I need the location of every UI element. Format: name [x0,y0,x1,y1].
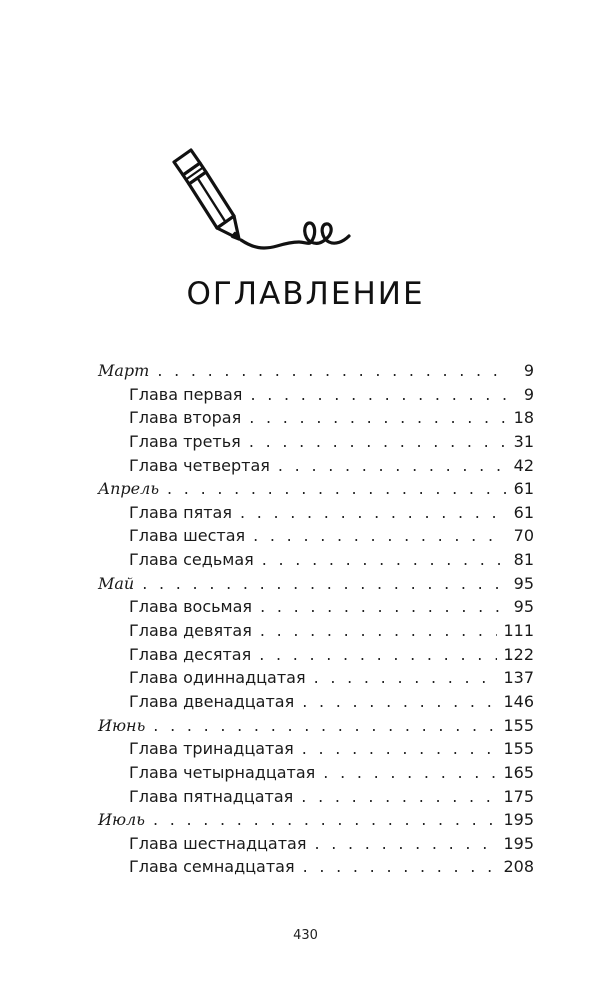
toc-entry-label: Глава первая [129,384,243,404]
toc-entry-page: 146 [503,691,534,711]
toc-entry-page: 208 [503,857,534,877]
pencil-icon [165,138,365,268]
toc-entry-label: Глава вторая [129,408,242,428]
toc-entry-label: Глава тринадцатая [129,739,294,759]
toc-chapter-entry [98,548,534,572]
toc-entry-label: Май [98,573,135,593]
toc-leader-dots [250,383,506,407]
toc-chapter-entry [98,524,534,548]
toc-entry-page: 70 [513,526,534,546]
toc-entry-label: Июль [98,810,145,830]
toc-entry-label: Апрель [98,479,160,499]
toc-entry-label: Глава шестнадцатая [129,833,307,853]
toc-entry-label: Глава одиннадцатая [129,668,306,688]
toc-leader-dots [314,832,497,856]
toc-entry-label: Глава четвертая [129,455,270,475]
page-title: ОГЛАВЛЕНИЕ [186,276,425,312]
toc-leader-dots [142,572,506,596]
toc-leader-dots [301,785,497,809]
page-number: 430 [293,928,318,943]
toc-entry-page: 95 [513,573,534,593]
toc-chapter-entry [98,406,534,430]
toc-leader-dots [153,714,497,738]
toc-leader-dots [303,855,498,879]
toc-leader-dots [302,737,498,761]
toc-entry-page: 165 [503,762,534,782]
toc-entry-page: 31 [513,431,534,451]
toc-chapter-entry [98,430,534,454]
toc-leader-dots [249,406,506,430]
toc-leader-dots [302,690,497,714]
toc-leader-dots [278,454,506,478]
toc-entry-label: Глава пятнадцатая [129,786,294,806]
toc-leader-dots [240,501,506,525]
toc-entry-label: Глава двенадцатая [129,691,295,711]
toc-entry-page: 195 [503,833,534,853]
toc-entry-page: 95 [513,597,534,617]
toc-entry-page: 61 [513,502,534,522]
toc-entry-label: Март [98,361,150,380]
toc-entry-label: Глава третья [129,431,241,451]
toc-month-entry [98,572,534,596]
toc-leader-dots [157,359,506,383]
toc-chapter-entry [98,619,534,643]
toc-chapter-entry [98,595,534,619]
toc-leader-dots [323,761,497,785]
table-of-contents [98,359,534,879]
toc-entry-label: Глава пятая [129,502,232,522]
toc-entry-label: Глава седьмая [129,550,254,570]
toc-entry-page: 81 [513,550,534,570]
toc-leader-dots [259,643,497,667]
toc-month-entry [98,477,534,501]
toc-entry-label: Глава четырнадцатая [129,762,316,782]
toc-leader-dots [153,808,498,832]
toc-entry-page: 18 [513,408,534,428]
toc-entry-page: 9 [523,361,534,380]
toc-chapter-entry [98,454,534,478]
toc-entry-page: 122 [503,644,534,664]
toc-leader-dots [249,430,506,454]
toc-chapter-entry [98,737,534,761]
toc-entry-label: Июнь [98,715,146,735]
toc-leader-dots [167,477,506,501]
toc-chapter-entry [98,832,534,856]
toc-entry-page: 155 [503,739,534,759]
toc-entry-page: 61 [513,479,534,499]
toc-entry-page: 195 [503,810,534,830]
toc-entry-label: Глава шестая [129,526,246,546]
toc-entry-label: Глава девятая [129,621,252,641]
toc-chapter-entry [98,666,534,690]
toc-leader-dots [314,666,498,690]
toc-entry-page: 42 [513,455,534,475]
toc-chapter-entry [98,761,534,785]
toc-entry-label: Глава семнадцатая [129,857,295,877]
toc-chapter-entry [98,501,534,525]
toc-month-entry [98,359,534,383]
toc-leader-dots [260,595,506,619]
toc-chapter-entry [98,690,534,714]
toc-entry-page: 9 [523,384,534,404]
toc-leader-dots [260,619,498,643]
toc-entry-label: Глава восьмая [129,597,253,617]
toc-chapter-entry [98,383,534,407]
toc-entry-page: 175 [503,786,534,806]
toc-chapter-entry [98,785,534,809]
toc-chapter-entry [98,855,534,879]
toc-leader-dots [262,548,506,572]
toc-entry-page: 137 [503,668,534,688]
toc-month-entry [98,714,534,738]
toc-leader-dots [253,524,506,548]
toc-chapter-entry [98,643,534,667]
toc-entry-label: Глава десятая [129,644,252,664]
toc-entry-page: 111 [503,621,534,641]
toc-month-entry [98,808,534,832]
toc-entry-page: 155 [503,715,534,735]
